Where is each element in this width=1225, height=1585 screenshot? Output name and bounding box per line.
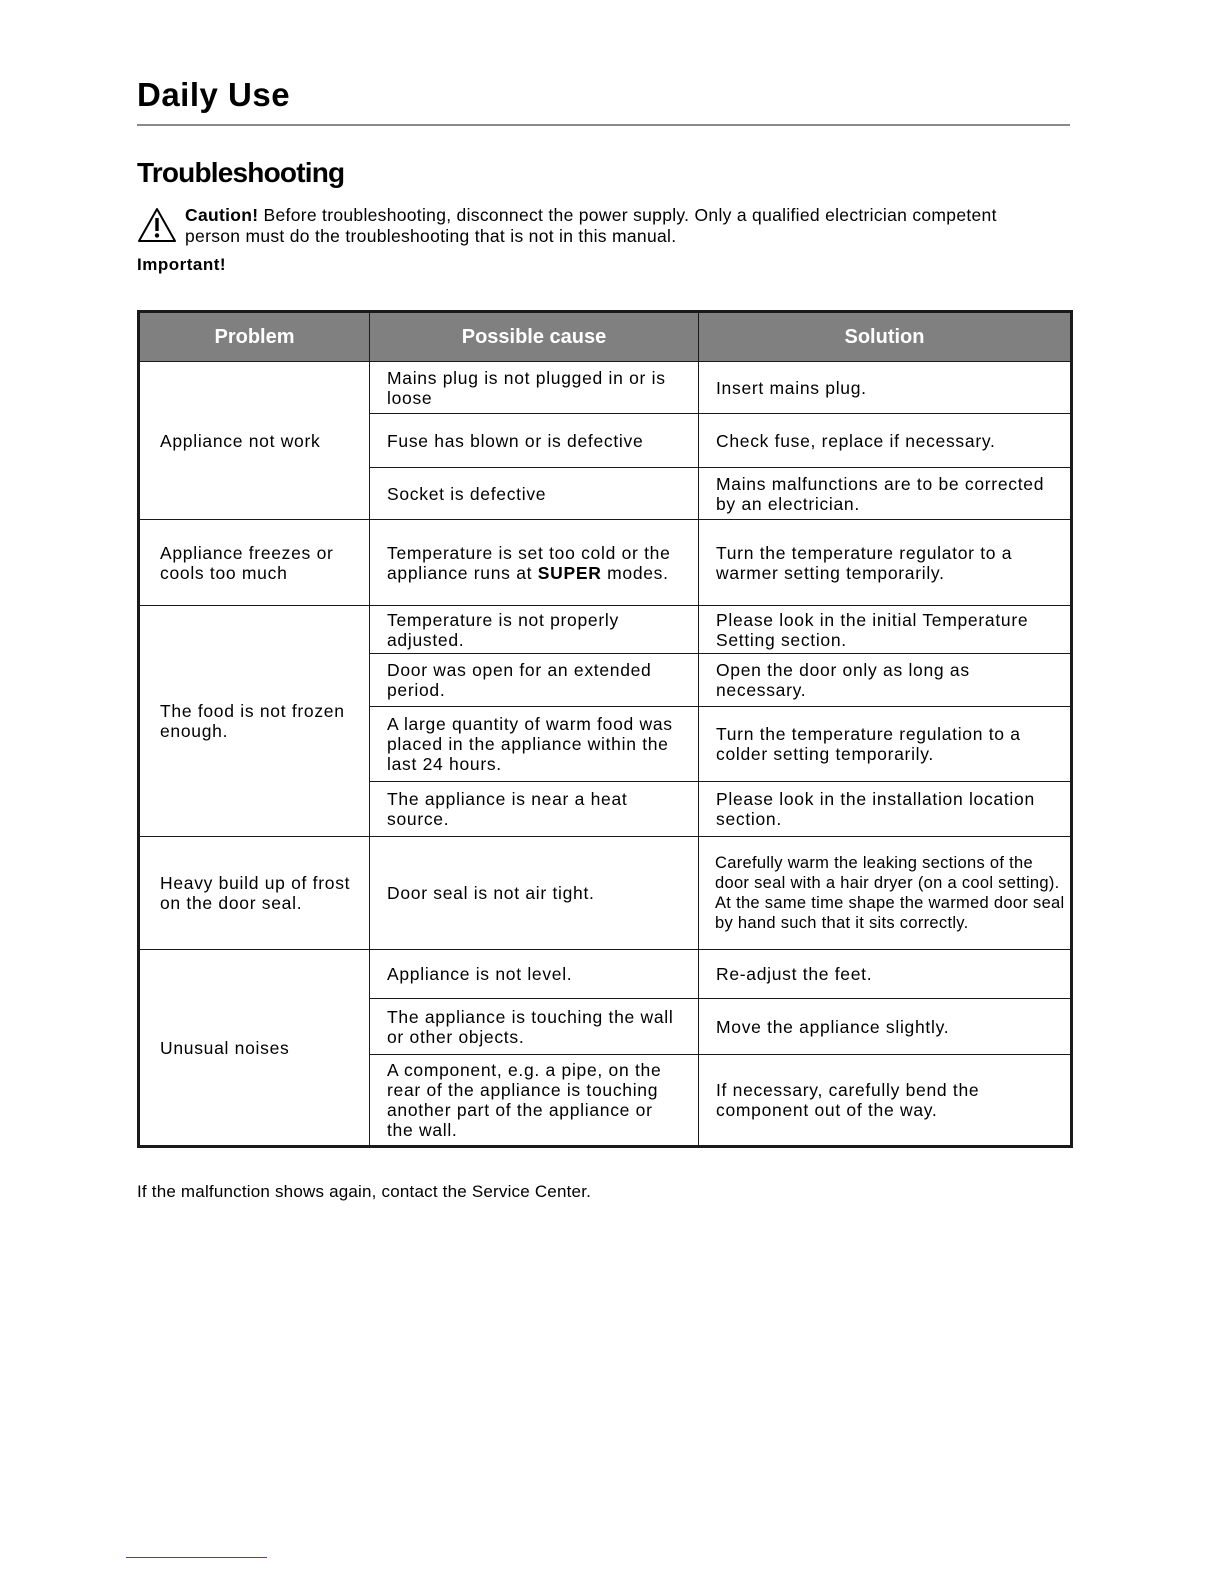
header-possible-cause: Possible cause <box>370 312 699 362</box>
solution-cell: Please look in the initial Temperature Setting section. <box>699 606 1072 654</box>
solution-cell: Turn the temperature regulation to a colder setting temporarily. <box>699 707 1072 782</box>
solution-cell: Move the appliance slightly. <box>699 999 1072 1055</box>
solution-cell: If necessary, carefully bend the component out of the way. <box>699 1055 1072 1147</box>
solution-cell: Re-adjust the feet. <box>699 950 1072 999</box>
important-label: Important! <box>137 255 227 274</box>
problem-cell: Appliance freezes or cools too much <box>139 520 370 606</box>
warning-triangle-icon <box>137 207 177 243</box>
solution-cell: Check fuse, replace if necessary. <box>699 414 1072 468</box>
cause-cell: Appliance is not level. <box>370 950 699 999</box>
troubleshooting-table <box>137 310 1073 1148</box>
solution-cell: Mains malfunctions are to be corrected by an electrician. <box>699 468 1072 520</box>
solution-cell: Carefully warm the leaking sections of the door seal with a hair dryer (on a cool setting). At the same time shape the warmed door seal by hand such that it sits correctly. <box>699 837 1072 950</box>
section-title: Troubleshooting <box>137 157 345 188</box>
cause-cell: Door seal is not air tight. <box>370 837 699 950</box>
table-row <box>139 362 1072 414</box>
solution-cell: Insert mains plug. <box>699 362 1072 414</box>
cause-text: Temperature is set too cold or the appliance runs at <box>387 542 671 583</box>
cause-cell: The appliance is near a heat source. <box>370 782 699 837</box>
problem-cell: Appliance not work <box>139 362 370 520</box>
caution-label: Caution! <box>185 205 259 225</box>
title-divider <box>137 124 1070 126</box>
header-solution: Solution <box>699 312 1072 362</box>
table-header-row <box>139 312 1072 362</box>
caution-body: Before troubleshooting, disconnect the power supply. Only a qualified electrician competent person must do the troubleshooting that is not in this manual. <box>185 205 997 246</box>
footer-note: If the malfunction shows again, contact the Service Center. <box>137 1182 592 1201</box>
page-title: Daily Use <box>137 76 291 113</box>
header-problem: Problem <box>139 312 370 362</box>
solution-cell: Open the door only as long as necessary. <box>699 654 1072 707</box>
caution-text <box>185 205 1045 247</box>
problem-cell: Heavy build up of frost on the door seal. <box>139 837 370 950</box>
cause-cell: Fuse has blown or is defective <box>370 414 699 468</box>
cause-cell <box>370 520 699 606</box>
super-mode-label: SUPER <box>537 562 602 583</box>
cause-cell: Socket is defective <box>370 468 699 520</box>
cause-cell: The appliance is touching the wall or other objects. <box>370 999 699 1055</box>
problem-cell: The food is not frozen enough. <box>139 606 370 837</box>
cause-cell: A component, e.g. a pipe, on the rear of the appliance is touching another part of the appliance or the wall. <box>370 1055 699 1147</box>
table-row <box>139 520 1072 606</box>
solution-cell: Turn the temperature regulator to a warmer setting temporarily. <box>699 520 1072 606</box>
cause-cell: Temperature is not properly adjusted. <box>370 606 699 654</box>
problem-cell: Unusual noises <box>139 950 370 1147</box>
table-row <box>139 950 1072 999</box>
table-row <box>139 606 1072 654</box>
cause-text-end: modes. <box>607 562 669 583</box>
cause-cell: Door was open for an extended period. <box>370 654 699 707</box>
solution-cell: Please look in the installation location section. <box>699 782 1072 837</box>
cause-cell: Mains plug is not plugged in or is loose <box>370 362 699 414</box>
table-row <box>139 837 1072 950</box>
page-edge-mark <box>126 1557 267 1558</box>
cause-cell: A large quantity of warm food was placed in the appliance within the last 24 hours. <box>370 707 699 782</box>
